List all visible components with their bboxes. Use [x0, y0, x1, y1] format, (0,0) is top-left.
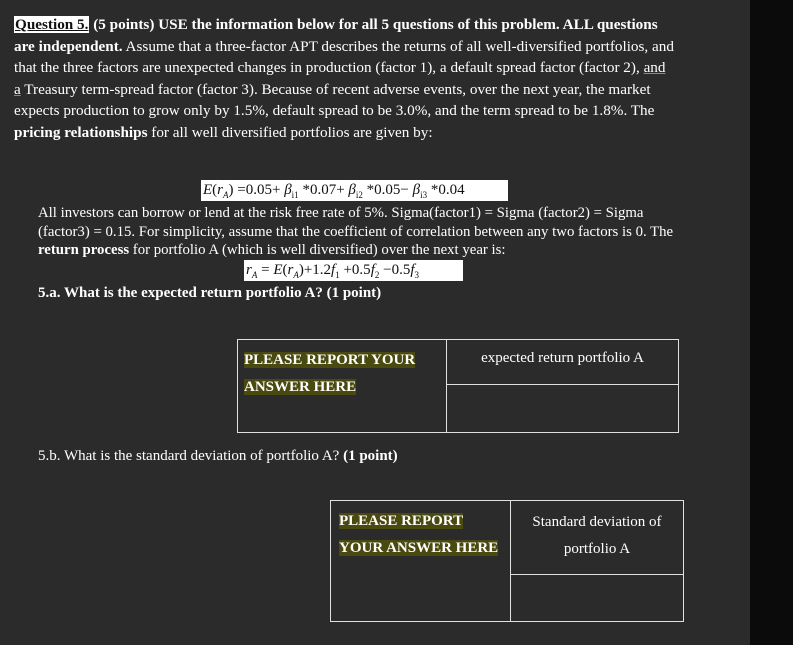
answer-table-5b — [330, 500, 684, 622]
answer-table-5a — [237, 339, 679, 433]
question-text-1: Assume that a three-factor APT describes the returns of all well-diversified portfolios, and that the three factors are unexpected changes in production (factor 1), a default spread factor (factor 2), — [14, 37, 674, 77]
answer-header-5a: expected return portfolio A — [447, 340, 679, 385]
question-text-2: Treasury term-spread factor (factor 3). Because of recent adverse events, over the next year, the market expects production to grow only by 1.5%, default spread to be 3.0%, and the term spread to be 1.8%. The — [14, 80, 655, 120]
question-paragraph — [14, 14, 674, 144]
return-process-bold: return process — [38, 242, 130, 258]
pricing-formula: $E(r_A) =0.05+ \beta_{i1}$ $*0.07+ \beta_{i2}$ $*0.05- \beta_{i3}$ *0.04 — [201, 180, 508, 201]
question-link[interactable]: and a — [14, 59, 666, 98]
question-points: (5 points) USE the information below for all 5 questions of this problem. ALL questions are independent. — [14, 16, 658, 55]
answer-prompt-5a — [238, 340, 447, 433]
answer-prompt-text-5b: PLEASE REPORT YOUR ANSWER HERE — [339, 513, 499, 556]
answer-prompt-5b — [331, 501, 511, 622]
question-5b-text: 5.b. What is the standard deviation of portfolio A? — [38, 448, 344, 464]
question-5a: 5.a. What is the expected return portfolio A? (1 point) — [38, 285, 382, 301]
answer-prompt-text-5a: PLEASE REPORT YOUR ANSWER HERE — [244, 352, 416, 395]
assumptions-text-2: for portfolio A (which is well diversified) over the next year is: — [129, 242, 506, 258]
pricing-bold: pricing relationships — [14, 123, 148, 141]
question-5b — [38, 448, 398, 465]
return-formula: $r_A = E(r_A)+1.2f_1 +0.5f_2 -0.5f_3$ — [244, 260, 463, 281]
answer-cell-5a[interactable] — [447, 384, 679, 432]
assumptions-paragraph — [38, 204, 676, 260]
answer-header-5b: Standard deviation of portfolio A — [511, 501, 684, 575]
question-text-3: for all well diversified portfolios are given by: — [147, 123, 433, 141]
question-label: Question 5. — [15, 16, 89, 33]
assumptions-text-1: All investors can borrow or lend at the risk free rate of 5%. Sigma(factor1) = Sigma (factor2) = Sigma (factor3) = 0.15. For simplicity, assume that the coefficient of correlation between any two factors is 0. The — [38, 205, 674, 240]
answer-cell-5b[interactable] — [511, 575, 684, 622]
question-5b-points: (1 point) — [343, 448, 398, 464]
window-edge — [750, 0, 793, 645]
